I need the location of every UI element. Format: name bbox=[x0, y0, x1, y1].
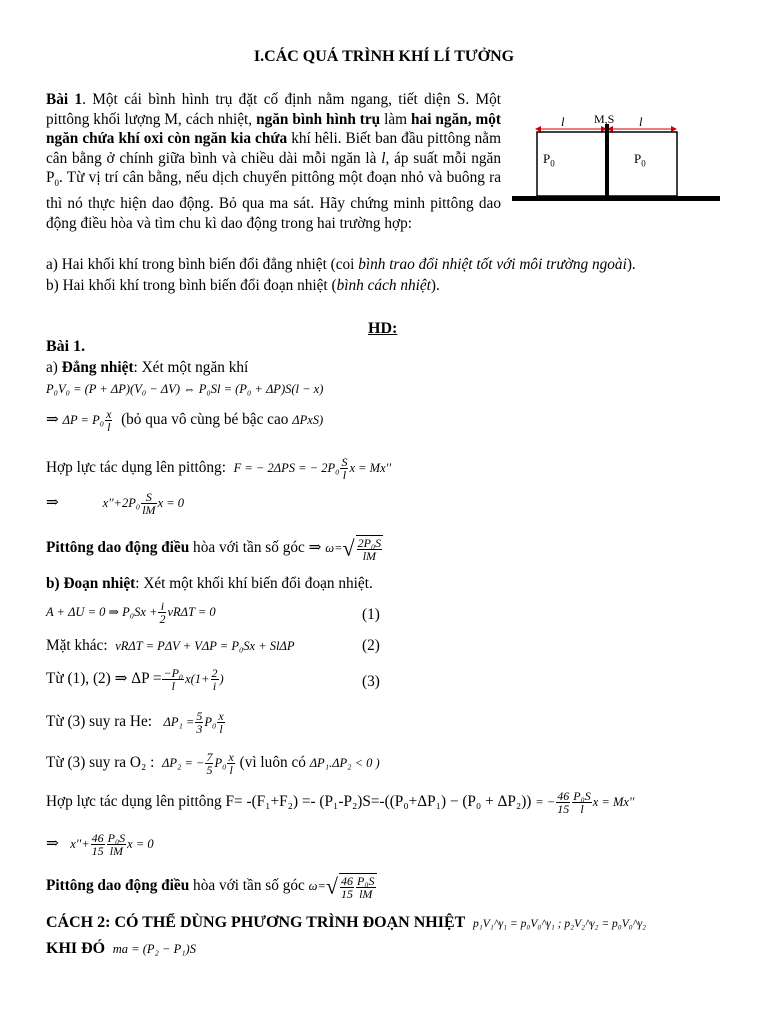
equation-adiabatic-1: A + ΔU = 0 ⇒ P₀Sx + $\frac{i}{2}$ νRΔT = 0 bbox=[46, 599, 216, 626]
label-piston-ms: M,S bbox=[594, 112, 615, 126]
net-force-equation: Hợp lực tác dụng lên pittông F= -(F₁+F₂) =- (P₁-P₂)S=-((P₀+ΔP₁) − (P₀ + ΔP₂)) = − $\frac{46}{15}$ $\frac{\text{P₀S}}{l}$ x = Mx'' bbox=[46, 789, 635, 816]
label-length-left: l bbox=[561, 115, 565, 129]
part-b-heading: b) Đoạn nhiệt: Xét một khối khí biến đổi đoạn nhiệt. bbox=[46, 575, 373, 592]
equation-number-2: (2) bbox=[362, 637, 380, 654]
helium-equation: Từ (3) suy ra He: ΔP₁ = $\frac{5}{3}$ P₀ $\frac{x}{l}$ bbox=[46, 709, 224, 736]
equation-adiabatic-3: Từ (1), (2) ⇒ ΔP = $\frac{\text{−P₀}}{l}$ x(1+ $\frac{2}{i}$ ) bbox=[46, 666, 224, 693]
solution-label: Bài 1. bbox=[46, 338, 86, 355]
hd-heading: HD: bbox=[368, 320, 398, 337]
section-title: I.CÁC QUÁ TRÌNH KHÍ LÍ TƯỞNG bbox=[253, 48, 515, 65]
oxygen-equation: Từ (3) suy ra O₂ : ΔP₂ = − $\frac{7}{5}$ P₀ $\frac{x}{l}$ (vì luôn có ΔP₁.ΔP₂ < 0 ) bbox=[46, 750, 380, 777]
part-a-heading: a) Đẳng nhiệt: Xét một ngăn khí bbox=[46, 359, 249, 376]
label-length-right: l bbox=[639, 115, 643, 129]
khi-do-line: KHI ĐÓ ma = (P₂ − P₁)S bbox=[46, 940, 196, 957]
case-b-line: b) Hai khối khí trong bình biến đổi đoạn nhiệt (bình cách nhiệt). bbox=[46, 277, 440, 294]
ground-support bbox=[512, 196, 720, 201]
label-left-chamber: $P_0$ bbox=[543, 151, 555, 169]
equation-adiabatic-2: Mặt khác: νRΔT = PΔV + VΔP = P₀Sx + SlΔP bbox=[46, 637, 295, 654]
label-right-chamber: $P_0$ bbox=[634, 151, 646, 169]
ode-adiabatic: ⇒ x''+ $\frac{46}{15}$ $\frac{\text{P₀S}}{lM}$ x = 0 bbox=[46, 831, 154, 858]
problem-label: Bài 1 bbox=[46, 91, 83, 108]
problem-statement: Bài 1. Một cái bình hình trụ đặt cố định nằm ngang, tiết diện S. Một pittông khối lượng M, cách nhiệt, ngăn bình hình trụ làm hai ngăn, một ngăn chứa khí oxi còn ngăn kia chứa khí hêli. Biết ban đầu pittông nằm cân bằng ở chính giữa bình và chiều dài mỗi ngăn là l, áp suất mỗi ngăn $P_0$. Từ vị trí cân bằng, nếu dịch chuyển pittông một đoạn nhỏ và buông ra thì nó thực hiện dao động. Bỏ qua ma sát. Hãy chứng minh pittông dao động điều hòa và tìm chu kì dao động trong hai trường hợp: bbox=[46, 91, 501, 232]
equation-isothermal-1: P₀V₀ = (P + ΔP)(V₀ − ΔV) ⇔ P₀Sl = (P₀ + ΔP)S(l − x) bbox=[46, 382, 324, 396]
method-2-line: CÁCH 2: CÓ THỂ DÙNG PHƯƠNG TRÌNH ĐOẠN NHIỆT p₁V₁^γ₁ = p₀V₀^γ₁ ; p₂V₂^γ₂ = p₀V₀^γ₂ bbox=[46, 914, 647, 931]
omega-isothermal: Pittông dao động điều hòa với tần số góc ⇒ ω=√ $\frac{\text{2P₀S}}{lM}$ bbox=[46, 535, 382, 563]
equation-number-1: (1) bbox=[362, 606, 380, 623]
equation-number-3: (3) bbox=[362, 673, 380, 690]
cylinder-diagram bbox=[508, 108, 724, 208]
force-equation: Hợp lực tác dụng lên pittông: F = − 2ΔPS = − 2P₀ $\frac{S}{l}$ x = Mx'' bbox=[46, 455, 391, 482]
piston bbox=[605, 124, 609, 196]
omega-adiabatic: Pittông dao động điều hòa với tần số góc ω=√ $\frac{46}{15}$ $\frac{\text{P₀S}}{lM}$ bbox=[46, 873, 375, 901]
ode-isothermal: ⇒ x''+2P₀ $\frac{S}{lM}$ x = 0 bbox=[46, 490, 185, 517]
equation-isothermal-2: ⇒ ΔP = P₀ $\frac{x}{l}$ (bỏ qua vô cùng bé bậc cao ΔPxS) bbox=[46, 407, 324, 434]
case-a-line: a) Hai khối khí trong bình biến đổi đẳng nhiệt (coi bình trao đổi nhiệt tốt với môi trường ngoài). bbox=[46, 256, 636, 273]
